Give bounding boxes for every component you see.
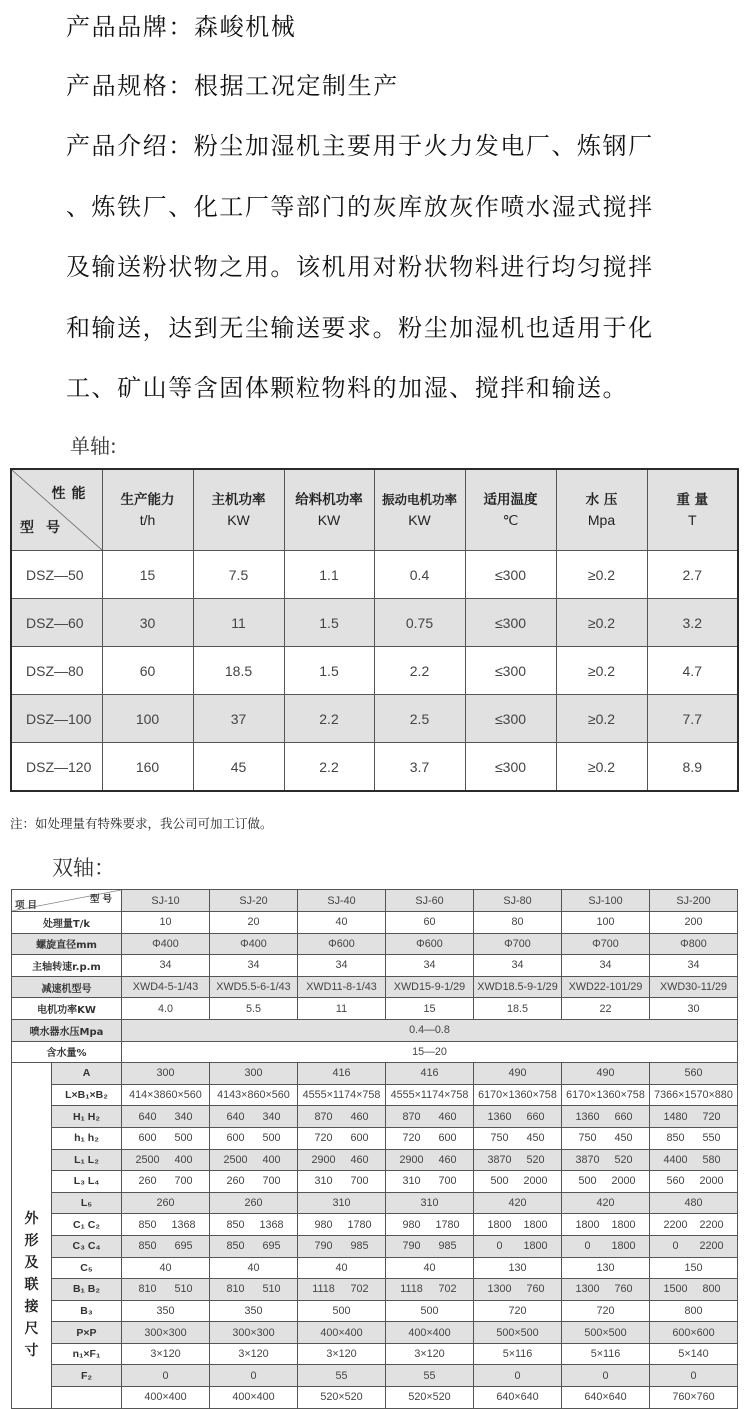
table-row: DSZ—80 60 18.5 1.5 2.2 ≤300 ≥0.2 4.7 <box>11 647 738 695</box>
cell-value-pair: 600 500 <box>122 1127 210 1149</box>
cell-value: 3×120 <box>298 1343 386 1365</box>
double-shaft-title: 双轴： <box>52 856 115 880</box>
corner-bottom-label: 型号 <box>20 520 72 536</box>
cell-value: 720 <box>562 1300 650 1322</box>
cell-value: 640×640 <box>562 1387 650 1409</box>
cell-value: 420 <box>474 1192 562 1214</box>
cell-value: 720 <box>474 1300 562 1322</box>
cell-value-pair: 810 510 <box>122 1279 210 1301</box>
cell-value: 416 <box>386 1063 474 1085</box>
dimension-label: B₃ <box>52 1300 122 1322</box>
column-header: 主机功率 KW <box>193 469 284 551</box>
cell-value-pair: 1300 760 <box>562 1279 650 1301</box>
row-label: 减速机型号 <box>12 976 122 998</box>
cell-value-pair: 850 695 <box>122 1235 210 1257</box>
dimension-label: A <box>52 1063 122 1085</box>
cell-value: 420 <box>562 1192 650 1214</box>
dimension-label: F₂ <box>52 1365 122 1387</box>
row-label: 含水量% <box>12 1041 122 1063</box>
desc-line: 工、矿山等含固体颗粒物料的加湿、搅拌和输送。 <box>66 374 629 402</box>
cell-value: XWD15-9-1/29 <box>386 976 474 998</box>
cell-value: 760×760 <box>650 1387 738 1409</box>
cell-value: 0 <box>474 1365 562 1387</box>
dimension-label: P×P <box>52 1322 122 1344</box>
cell-value: 500×500 <box>562 1322 650 1344</box>
column-header: 适用温度 ℃ <box>465 469 556 551</box>
cell-value: 416 <box>298 1063 386 1085</box>
cell-value-pair: 850 695 <box>210 1235 298 1257</box>
table-row <box>12 955 738 977</box>
desc-line: 、炼铁厂、化工厂等部门的灰库放灰作喷水湿式搅拌 <box>66 192 654 221</box>
cell-value: 20 <box>210 912 298 934</box>
table-row <box>12 1192 738 1214</box>
single-shaft-table <box>10 468 739 792</box>
corner-top-label: 型号 <box>89 894 115 905</box>
product-brand: 产品品牌：森峻机械 <box>66 13 297 41</box>
cell-value: 3×120 <box>386 1343 474 1365</box>
cell-value-pair: 980 1780 <box>386 1214 474 1236</box>
cell-value-pair: 4400 580 <box>650 1149 738 1171</box>
table-row <box>12 1106 738 1128</box>
table-row <box>12 912 738 934</box>
table-row <box>12 998 738 1020</box>
table-row <box>12 1214 738 1236</box>
table-row <box>12 1257 738 1279</box>
cell-value: 4.0 <box>122 998 210 1020</box>
cell-value: 0 <box>650 1365 738 1387</box>
table-row <box>12 1387 738 1409</box>
cell-value: 100 <box>562 912 650 934</box>
cell-value-pair: 1360 660 <box>474 1106 562 1128</box>
cell-value-pair: 720 600 <box>386 1127 474 1149</box>
cell-value: 490 <box>562 1063 650 1085</box>
cell-value-pair: 750 450 <box>474 1127 562 1149</box>
cell-value-pair: 0 1800 <box>474 1235 562 1257</box>
table-row <box>12 1019 738 1041</box>
corner-bottom-label: 项目 <box>15 900 41 911</box>
cell-value-pair: 2200 2200 <box>650 1214 738 1236</box>
header-row <box>12 890 738 912</box>
cell-value: 5.5 <box>210 998 298 1020</box>
cell-value: 414×3860×560 <box>122 1084 210 1106</box>
cell-value-pair: 500 2000 <box>562 1171 650 1193</box>
cell-value: 10 <box>122 912 210 934</box>
column-header: 水 压 Mpa <box>556 469 647 551</box>
cell-value: 6170×1360×758 <box>474 1084 562 1106</box>
cell-value: 4143×860×560 <box>210 1084 298 1106</box>
cell-value: 40 <box>210 1257 298 1279</box>
cell-value: Φ700 <box>562 933 650 955</box>
cell-value: 490 <box>474 1063 562 1085</box>
cell-value: 260 <box>122 1192 210 1214</box>
custom-order-note: 注：如处理量有特殊要求，我公司可加工订做。 <box>10 816 273 831</box>
cell-value: 60 <box>386 912 474 934</box>
cell-value-pair: 1118 702 <box>386 1279 474 1301</box>
cell-value: Φ400 <box>210 933 298 955</box>
dimension-label: H₁ H₂ <box>52 1106 122 1128</box>
cell-value-pair: 850 1368 <box>122 1214 210 1236</box>
model-header: SJ-100 <box>562 890 650 912</box>
cell-value-pair: 3870 520 <box>562 1149 650 1171</box>
dimension-label: h₁ h₂ <box>52 1127 122 1149</box>
cell-value: 300×300 <box>210 1322 298 1344</box>
cell-value: XWD4-5-1/43 <box>122 976 210 998</box>
model-header: SJ-40 <box>298 890 386 912</box>
product-spec: 产品规格：根据工况定制生产 <box>66 72 399 100</box>
cell-value-pair: 790 985 <box>298 1235 386 1257</box>
cell-value: 18.5 <box>474 998 562 1020</box>
cell-value-pair: 260 700 <box>122 1171 210 1193</box>
cell-value: XWD22-101/29 <box>562 976 650 998</box>
header-row <box>11 469 738 551</box>
cell-value: XWD11-8-1/43 <box>298 976 386 998</box>
cell-value: 480 <box>650 1192 738 1214</box>
dimension-label: C₃ C₄ <box>52 1235 122 1257</box>
cell-value: 300 <box>122 1063 210 1085</box>
column-header: 重 量 T <box>647 469 738 551</box>
table-row <box>12 1127 738 1149</box>
cell-value-pair: 790 985 <box>386 1235 474 1257</box>
corner-header <box>11 469 102 551</box>
cell-value-pair: 1118 702 <box>298 1279 386 1301</box>
cell-value: 520×520 <box>298 1387 386 1409</box>
cell-value-pair: 1480 720 <box>650 1106 738 1128</box>
cell-value-pair: 2900 460 <box>386 1149 474 1171</box>
table-row: DSZ—50 15 7.5 1.1 0.4 ≤300 ≥0.2 2.7 <box>11 551 738 599</box>
row-label: 主轴转速r.p.m <box>12 955 122 977</box>
cell-value: 3×120 <box>122 1343 210 1365</box>
cell-value-pair: 2500 400 <box>122 1149 210 1171</box>
cell-value: 400×400 <box>122 1387 210 1409</box>
table-row: DSZ—100 100 37 2.2 2.5 ≤300 ≥0.2 7.7 <box>11 695 738 743</box>
table-row <box>12 933 738 955</box>
cell-value: 40 <box>122 1257 210 1279</box>
cell-value: Φ700 <box>474 933 562 955</box>
cell-value: Φ600 <box>298 933 386 955</box>
column-header: 给料机功率 KW <box>284 469 374 551</box>
dimension-label: B₁ B₂ <box>52 1279 122 1301</box>
cell-value: 55 <box>298 1365 386 1387</box>
single-shaft-title: 单轴: <box>70 434 117 458</box>
dimension-label: L×B₁×B₂ <box>52 1084 122 1106</box>
cell-value: 40 <box>298 1257 386 1279</box>
table-row <box>12 1041 738 1063</box>
cell-value: 500×500 <box>474 1322 562 1344</box>
table-row <box>12 976 738 998</box>
cell-value: 150 <box>650 1257 738 1279</box>
cell-value: 34 <box>474 955 562 977</box>
cell-value: 80 <box>474 912 562 934</box>
cell-value: 4555×1174×758 <box>386 1084 474 1106</box>
table-row: DSZ—60 30 11 1.5 0.75 ≤300 ≥0.2 3.2 <box>11 599 738 647</box>
cell-value-pair: 3870 520 <box>474 1149 562 1171</box>
merged-value: 0.4—0.8 <box>122 1019 738 1041</box>
cell-value-pair: 640 340 <box>210 1106 298 1128</box>
cell-value: 55 <box>386 1365 474 1387</box>
cell-value: 7366×1570×880 <box>650 1084 738 1106</box>
cell-value: 130 <box>562 1257 650 1279</box>
cell-value: 5×116 <box>474 1343 562 1365</box>
table-row <box>12 1084 738 1106</box>
cell-value: 22 <box>562 998 650 1020</box>
dimension-label: L₁ L₂ <box>52 1149 122 1171</box>
cell-value: 34 <box>122 955 210 977</box>
table-row: DSZ—120 160 45 2.2 3.7 ≤300 ≥0.2 8.9 <box>11 743 738 792</box>
cell-value-pair: 850 550 <box>650 1127 738 1149</box>
model-header: SJ-20 <box>210 890 298 912</box>
row-label: 处理量T/k <box>12 912 122 934</box>
cell-value: 400×400 <box>210 1387 298 1409</box>
cell-value: Φ800 <box>650 933 738 955</box>
cell-value: XWD30-11/29 <box>650 976 738 998</box>
cell-value: 0 <box>210 1365 298 1387</box>
cell-value-pair: 870 460 <box>386 1106 474 1128</box>
cell-value: 400×400 <box>298 1322 386 1344</box>
cell-value-pair: 870 460 <box>298 1106 386 1128</box>
model-header: SJ-80 <box>474 890 562 912</box>
cell-value: 300 <box>210 1063 298 1085</box>
cell-value: 310 <box>386 1192 474 1214</box>
cell-value: 30 <box>650 998 738 1020</box>
cell-value: 40 <box>298 912 386 934</box>
model-header: SJ-60 <box>386 890 474 912</box>
cell-value: 34 <box>650 955 738 977</box>
cell-value: 6170×1360×758 <box>562 1084 650 1106</box>
cell-value-pair: 1360 660 <box>562 1106 650 1128</box>
dimension-label: C₅ <box>52 1257 122 1279</box>
cell-value: 500 <box>298 1300 386 1322</box>
dimension-label: n₁×F₁ <box>52 1343 122 1365</box>
cell-value-pair: 750 450 <box>562 1127 650 1149</box>
cell-value-pair: 2900 460 <box>298 1149 386 1171</box>
cell-value-pair: 260 700 <box>210 1171 298 1193</box>
cell-value-pair: 1800 1800 <box>474 1214 562 1236</box>
row-label: 电机功率KW <box>12 998 122 1020</box>
cell-value-pair: 0 2200 <box>650 1235 738 1257</box>
table-row <box>12 1171 738 1193</box>
cell-value: 130 <box>474 1257 562 1279</box>
cell-value-pair: 640 340 <box>122 1106 210 1128</box>
cell-value: 600×600 <box>650 1322 738 1344</box>
table-row <box>12 1149 738 1171</box>
cell-value: 4555×1174×758 <box>298 1084 386 1106</box>
cell-value: 34 <box>298 955 386 977</box>
cell-value-pair: 600 500 <box>210 1127 298 1149</box>
row-label: 螺旋直径mm <box>12 933 122 955</box>
cell-value: 400×400 <box>386 1322 474 1344</box>
desc-line: 及输送粉状物之用。该机用对粉状物料进行均匀搅拌 <box>66 253 654 281</box>
column-header: 生产能力 t/h <box>102 469 193 551</box>
model-header: SJ-10 <box>122 890 210 912</box>
cell-value-pair: 720 600 <box>298 1127 386 1149</box>
cell-value: 500 <box>386 1300 474 1322</box>
corner-top-label: 性能 <box>51 486 92 502</box>
cell-value: Φ400 <box>122 933 210 955</box>
cell-value: 640×640 <box>474 1387 562 1409</box>
table-row <box>12 1063 738 1085</box>
cell-value-pair: 310 700 <box>386 1171 474 1193</box>
table-row <box>12 1365 738 1387</box>
cell-value-pair: 0 1800 <box>562 1235 650 1257</box>
desc-line: 和输送，达到无尘输送要求。粉尘加湿机也适用于化 <box>66 313 654 342</box>
column-header: 振动电机功率 KW <box>374 469 465 551</box>
cell-value: 200 <box>650 912 738 934</box>
cell-value-pair: 500 2000 <box>474 1171 562 1193</box>
cell-value: 0 <box>122 1365 210 1387</box>
cell-value-pair: 1800 1800 <box>562 1214 650 1236</box>
table-row <box>12 1322 738 1344</box>
dimension-label: L₅ <box>52 1192 122 1214</box>
cell-value-pair: 1500 800 <box>650 1279 738 1301</box>
merged-value: 15—20 <box>122 1041 738 1063</box>
cell-value: 350 <box>210 1300 298 1322</box>
dimension-group-label: 外形及联接尺寸 <box>12 1063 52 1409</box>
corner-header <box>12 890 122 912</box>
cell-value-pair: 560 2000 <box>650 1171 738 1193</box>
cell-value: 800 <box>650 1300 738 1322</box>
cell-value: 3×120 <box>210 1343 298 1365</box>
cell-value-pair: 2500 400 <box>210 1149 298 1171</box>
table-row <box>12 1235 738 1257</box>
cell-value: 11 <box>298 998 386 1020</box>
cell-value-pair: 850 1368 <box>210 1214 298 1236</box>
cell-value: 5×140 <box>650 1343 738 1365</box>
cell-value: 560 <box>650 1063 738 1085</box>
cell-value: XWD5.5-6-1/43 <box>210 976 298 998</box>
cell-value: 310 <box>298 1192 386 1214</box>
cell-value: 34 <box>386 955 474 977</box>
cell-value: 34 <box>210 955 298 977</box>
cell-value: 300×300 <box>122 1322 210 1344</box>
row-label: 喷水器水压Mpa <box>12 1019 122 1041</box>
table-row <box>12 1300 738 1322</box>
cell-value: 5×116 <box>562 1343 650 1365</box>
cell-value-pair: 810 510 <box>210 1279 298 1301</box>
cell-value: 350 <box>122 1300 210 1322</box>
cell-value: 34 <box>562 955 650 977</box>
cell-value: Φ600 <box>386 933 474 955</box>
cell-value-pair: 310 700 <box>298 1171 386 1193</box>
desc-line: 产品介绍：粉尘加湿机主要用于火力发电厂、炼钢厂 <box>66 132 654 160</box>
dimension-label <box>52 1387 122 1409</box>
cell-value: 40 <box>386 1257 474 1279</box>
cell-value-pair: 980 1780 <box>298 1214 386 1236</box>
dimension-label: C₁ C₂ <box>52 1214 122 1236</box>
cell-value: XWD18.5-9-1/29 <box>474 976 562 998</box>
table-row <box>12 1343 738 1365</box>
product-description <box>66 116 706 419</box>
dimension-label: L₃ L₄ <box>52 1171 122 1193</box>
cell-value-pair: 1300 760 <box>474 1279 562 1301</box>
cell-value: 15 <box>386 998 474 1020</box>
cell-value: 0 <box>562 1365 650 1387</box>
table-row <box>12 1279 738 1301</box>
cell-value: 260 <box>210 1192 298 1214</box>
double-shaft-table <box>11 889 738 1409</box>
cell-value: 520×520 <box>386 1387 474 1409</box>
model-header: SJ-200 <box>650 890 738 912</box>
